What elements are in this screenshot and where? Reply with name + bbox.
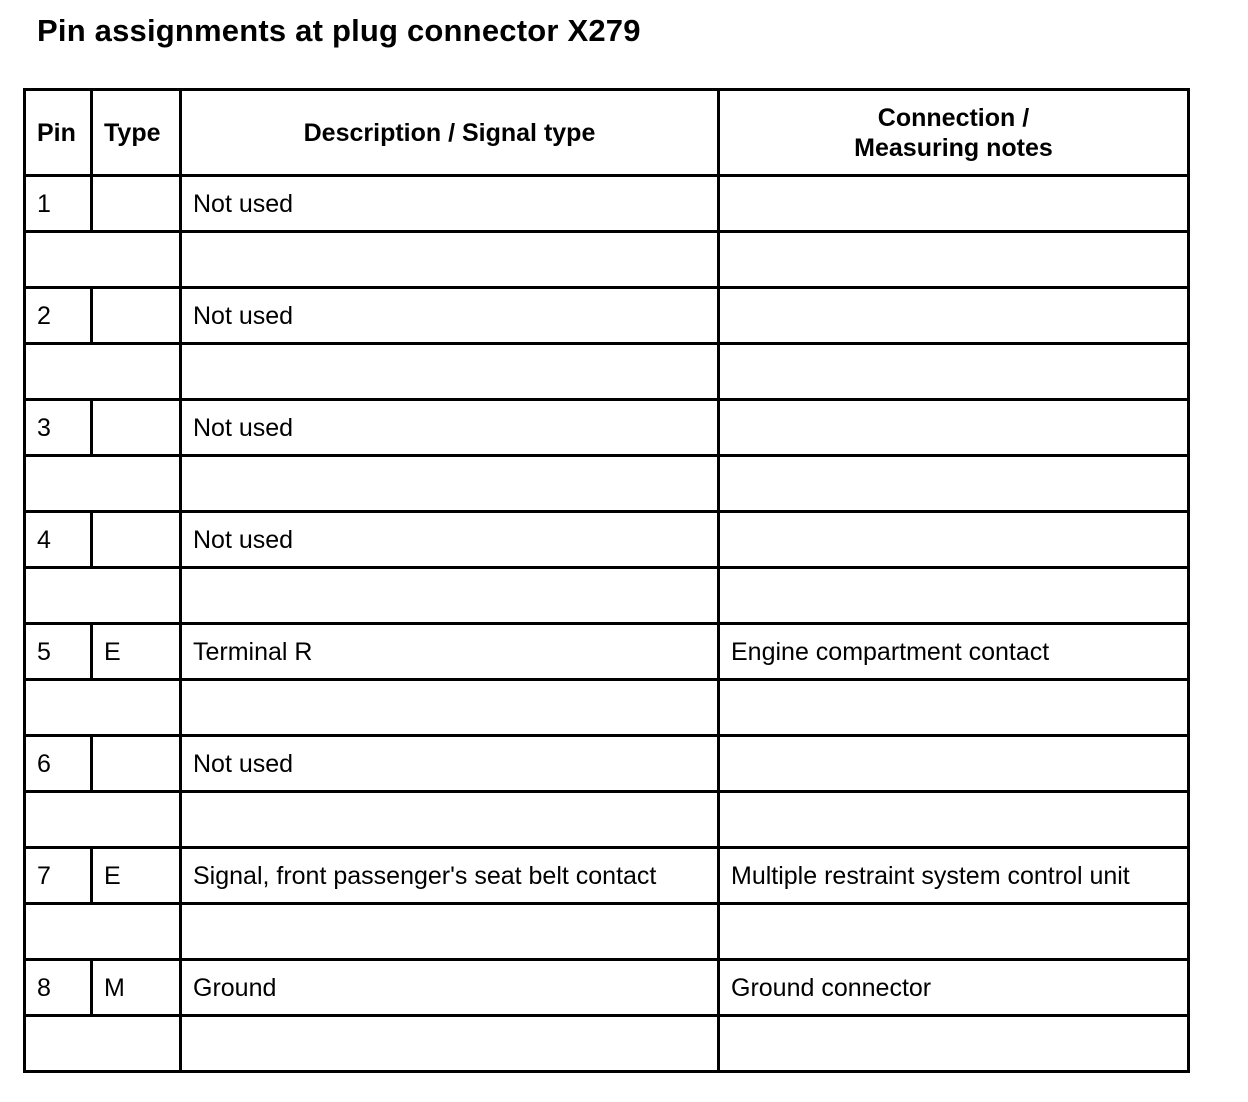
empty-cell	[181, 456, 719, 512]
empty-cell	[25, 344, 181, 400]
connection-cell	[719, 512, 1189, 568]
empty-cell	[25, 456, 181, 512]
description-cell: Not used	[181, 288, 719, 344]
type-cell: M	[92, 960, 181, 1016]
description-cell: Terminal R	[181, 624, 719, 680]
table-spacer-row	[25, 904, 1189, 960]
empty-cell	[25, 680, 181, 736]
type-cell	[92, 176, 181, 232]
empty-cell	[181, 344, 719, 400]
connection-cell	[719, 176, 1189, 232]
table-spacer-row	[25, 232, 1189, 288]
description-cell: Signal, front passenger's seat belt contact	[181, 848, 719, 904]
pin-cell: 4	[25, 512, 92, 568]
empty-cell	[181, 792, 719, 848]
table-spacer-row	[25, 680, 1189, 736]
table-spacer-row	[25, 792, 1189, 848]
empty-cell	[719, 568, 1189, 624]
description-cell: Ground	[181, 960, 719, 1016]
empty-cell	[25, 1016, 181, 1072]
pin-assignment-table	[23, 88, 1190, 1073]
table-spacer-row	[25, 456, 1189, 512]
empty-cell	[719, 1016, 1189, 1072]
table-row	[25, 960, 1189, 1016]
empty-cell	[25, 568, 181, 624]
table-row	[25, 400, 1189, 456]
description-cell: Not used	[181, 400, 719, 456]
pin-cell: 8	[25, 960, 92, 1016]
empty-cell	[719, 680, 1189, 736]
connection-cell	[719, 400, 1189, 456]
type-cell	[92, 512, 181, 568]
table-spacer-row	[25, 344, 1189, 400]
type-cell	[92, 736, 181, 792]
table-row	[25, 736, 1189, 792]
empty-cell	[719, 456, 1189, 512]
table-row	[25, 176, 1189, 232]
empty-cell	[25, 904, 181, 960]
empty-cell	[181, 568, 719, 624]
table-spacer-row	[25, 568, 1189, 624]
empty-cell	[25, 792, 181, 848]
table-row	[25, 512, 1189, 568]
pin-cell: 2	[25, 288, 92, 344]
table-body	[25, 176, 1189, 1072]
connection-cell: Ground connector	[719, 960, 1189, 1016]
table-spacer-row	[25, 1016, 1189, 1072]
header-type: Type	[92, 90, 181, 176]
empty-cell	[181, 904, 719, 960]
connection-cell	[719, 736, 1189, 792]
type-cell: E	[92, 848, 181, 904]
description-cell: Not used	[181, 176, 719, 232]
pin-cell: 6	[25, 736, 92, 792]
empty-cell	[719, 232, 1189, 288]
connection-cell: Engine compartment contact	[719, 624, 1189, 680]
type-cell	[92, 288, 181, 344]
empty-cell	[719, 792, 1189, 848]
empty-cell	[719, 344, 1189, 400]
empty-cell	[181, 680, 719, 736]
type-cell	[92, 400, 181, 456]
empty-cell	[25, 232, 181, 288]
pin-cell: 5	[25, 624, 92, 680]
connection-cell: Multiple restraint system control unit	[719, 848, 1189, 904]
pin-cell: 7	[25, 848, 92, 904]
description-cell: Not used	[181, 512, 719, 568]
empty-cell	[719, 904, 1189, 960]
table-header-row	[25, 90, 1189, 176]
pin-cell: 1	[25, 176, 92, 232]
pin-cell: 3	[25, 400, 92, 456]
header-connection	[719, 90, 1189, 176]
table-row	[25, 624, 1189, 680]
page-title: Pin assignments at plug connector X279	[37, 13, 641, 48]
empty-cell	[181, 1016, 719, 1072]
table-row	[25, 288, 1189, 344]
connection-cell	[719, 288, 1189, 344]
type-cell: E	[92, 624, 181, 680]
table-row	[25, 848, 1189, 904]
header-connection-line2: Measuring notes	[854, 133, 1053, 162]
header-connection-line1: Connection /	[877, 103, 1030, 132]
empty-cell	[181, 232, 719, 288]
header-pin: Pin	[25, 90, 92, 176]
header-description: Description / Signal type	[181, 90, 719, 176]
description-cell: Not used	[181, 736, 719, 792]
